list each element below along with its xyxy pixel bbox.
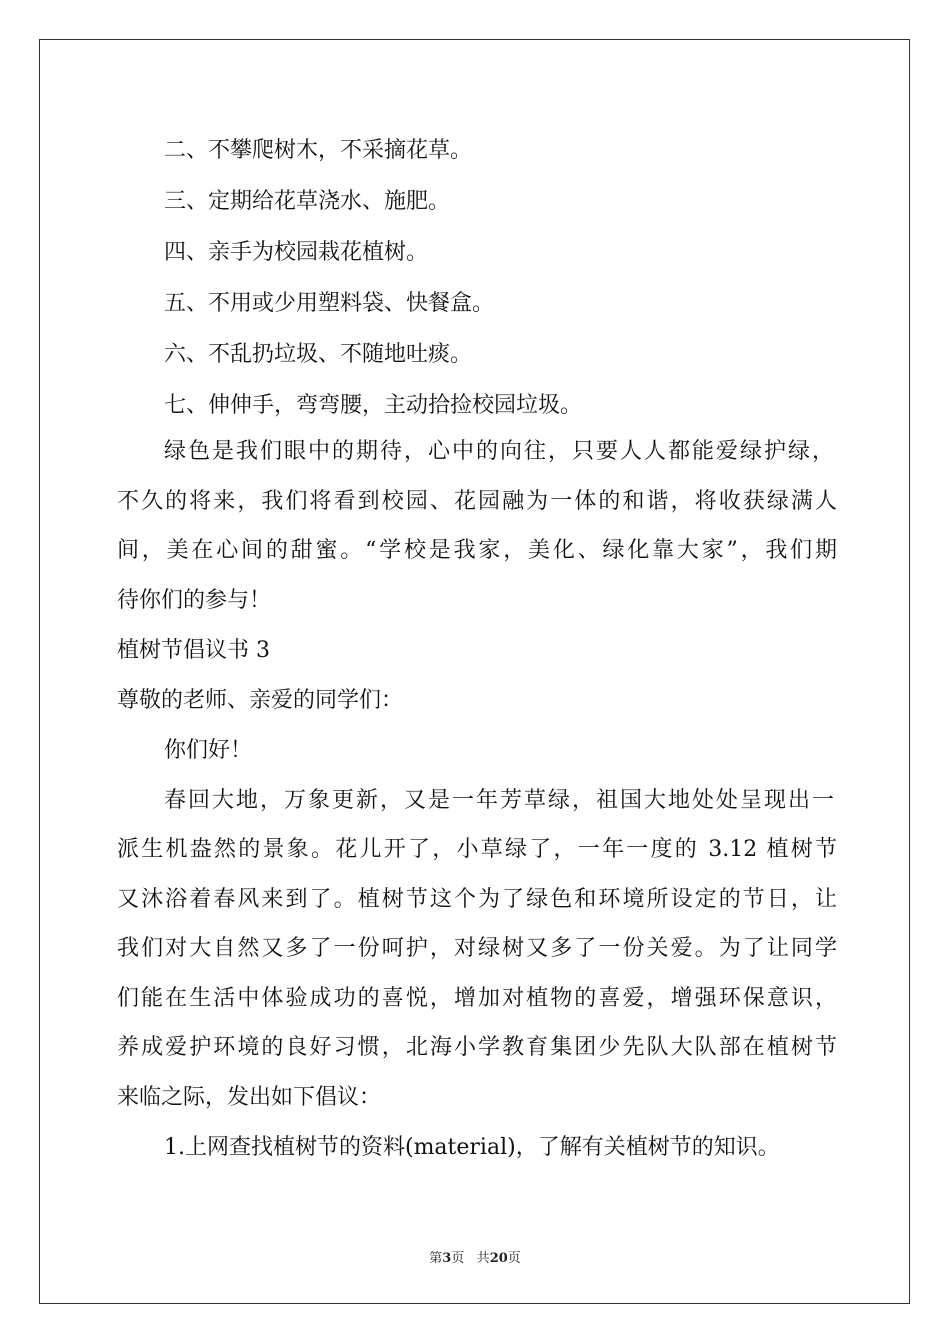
text-line: 养成爱护环境的良好习惯，北海小学教育集团少先队大队部在植树节 [117,1035,837,1060]
footer-page-current: 3 [442,1251,452,1266]
text-line: 六、不乱扔垃圾、不随地吐痰。 [164,342,473,367]
text-line: 绿色是我们眼中的期待，心中的向往，只要人人都能爱绿护绿， [164,439,834,464]
text-line: 来临之际，发出如下倡议： [117,1085,382,1110]
text-line: 七、伸伸手，弯弯腰，主动拾捡校园垃圾。 [164,393,583,418]
salutation: 尊敬的老师、亲爱的同学们： [117,688,404,713]
text-line: 三、定期给花草浇水、施肥。 [164,189,451,214]
section-heading: 植树节倡议书 3 [117,638,270,663]
list-item: 1.上网查找植树节的资料(material)，了解有关植树节的知识。 [164,1135,780,1160]
text-line: 我们对大自然又多了一份呵护，对绿树又多了一份关爱。为了让同学 [117,936,837,961]
footer-page-prefix: 第 [429,1251,443,1266]
footer-page-total: 20 [489,1251,508,1266]
text-line: 又沐浴着春风来到了。植树节这个为了绿色和环境所设定的节日，让 [117,887,837,912]
text-line: 不久的将来，我们将看到校园、花园融为一体的和谐，将收获绿满人 [117,489,837,514]
text-line: 间，美在心间的甜蜜。“学校是我家，美化、绿化靠大家”，我们期 [117,538,837,563]
text-line: 待你们的参与！ [117,588,272,613]
text-line: 四、亲手为校园栽花植树。 [164,240,429,265]
footer-total-prefix: 共 [476,1251,490,1266]
text-line: 五、不用或少用塑料袋、快餐盒。 [164,291,495,316]
footer-page-suffix: 页 [451,1251,465,1266]
text-line: 派生机盎然的景象。花儿开了，小草绿了，一年一度的 3.12 植树节 [117,837,837,862]
text-line: 春回大地，万象更新，又是一年芳草绿，祖国大地处处呈现出一 [164,788,834,813]
text-line: 们能在生活中体验成功的喜悦，增加对植物的喜爱，增强环保意识， [117,986,837,1011]
page-footer [0,1247,950,1266]
footer-total-suffix: 页 [507,1251,521,1266]
text-line: 二、不攀爬树木，不采摘花草。 [164,138,473,163]
greeting: 你们好！ [164,738,253,763]
